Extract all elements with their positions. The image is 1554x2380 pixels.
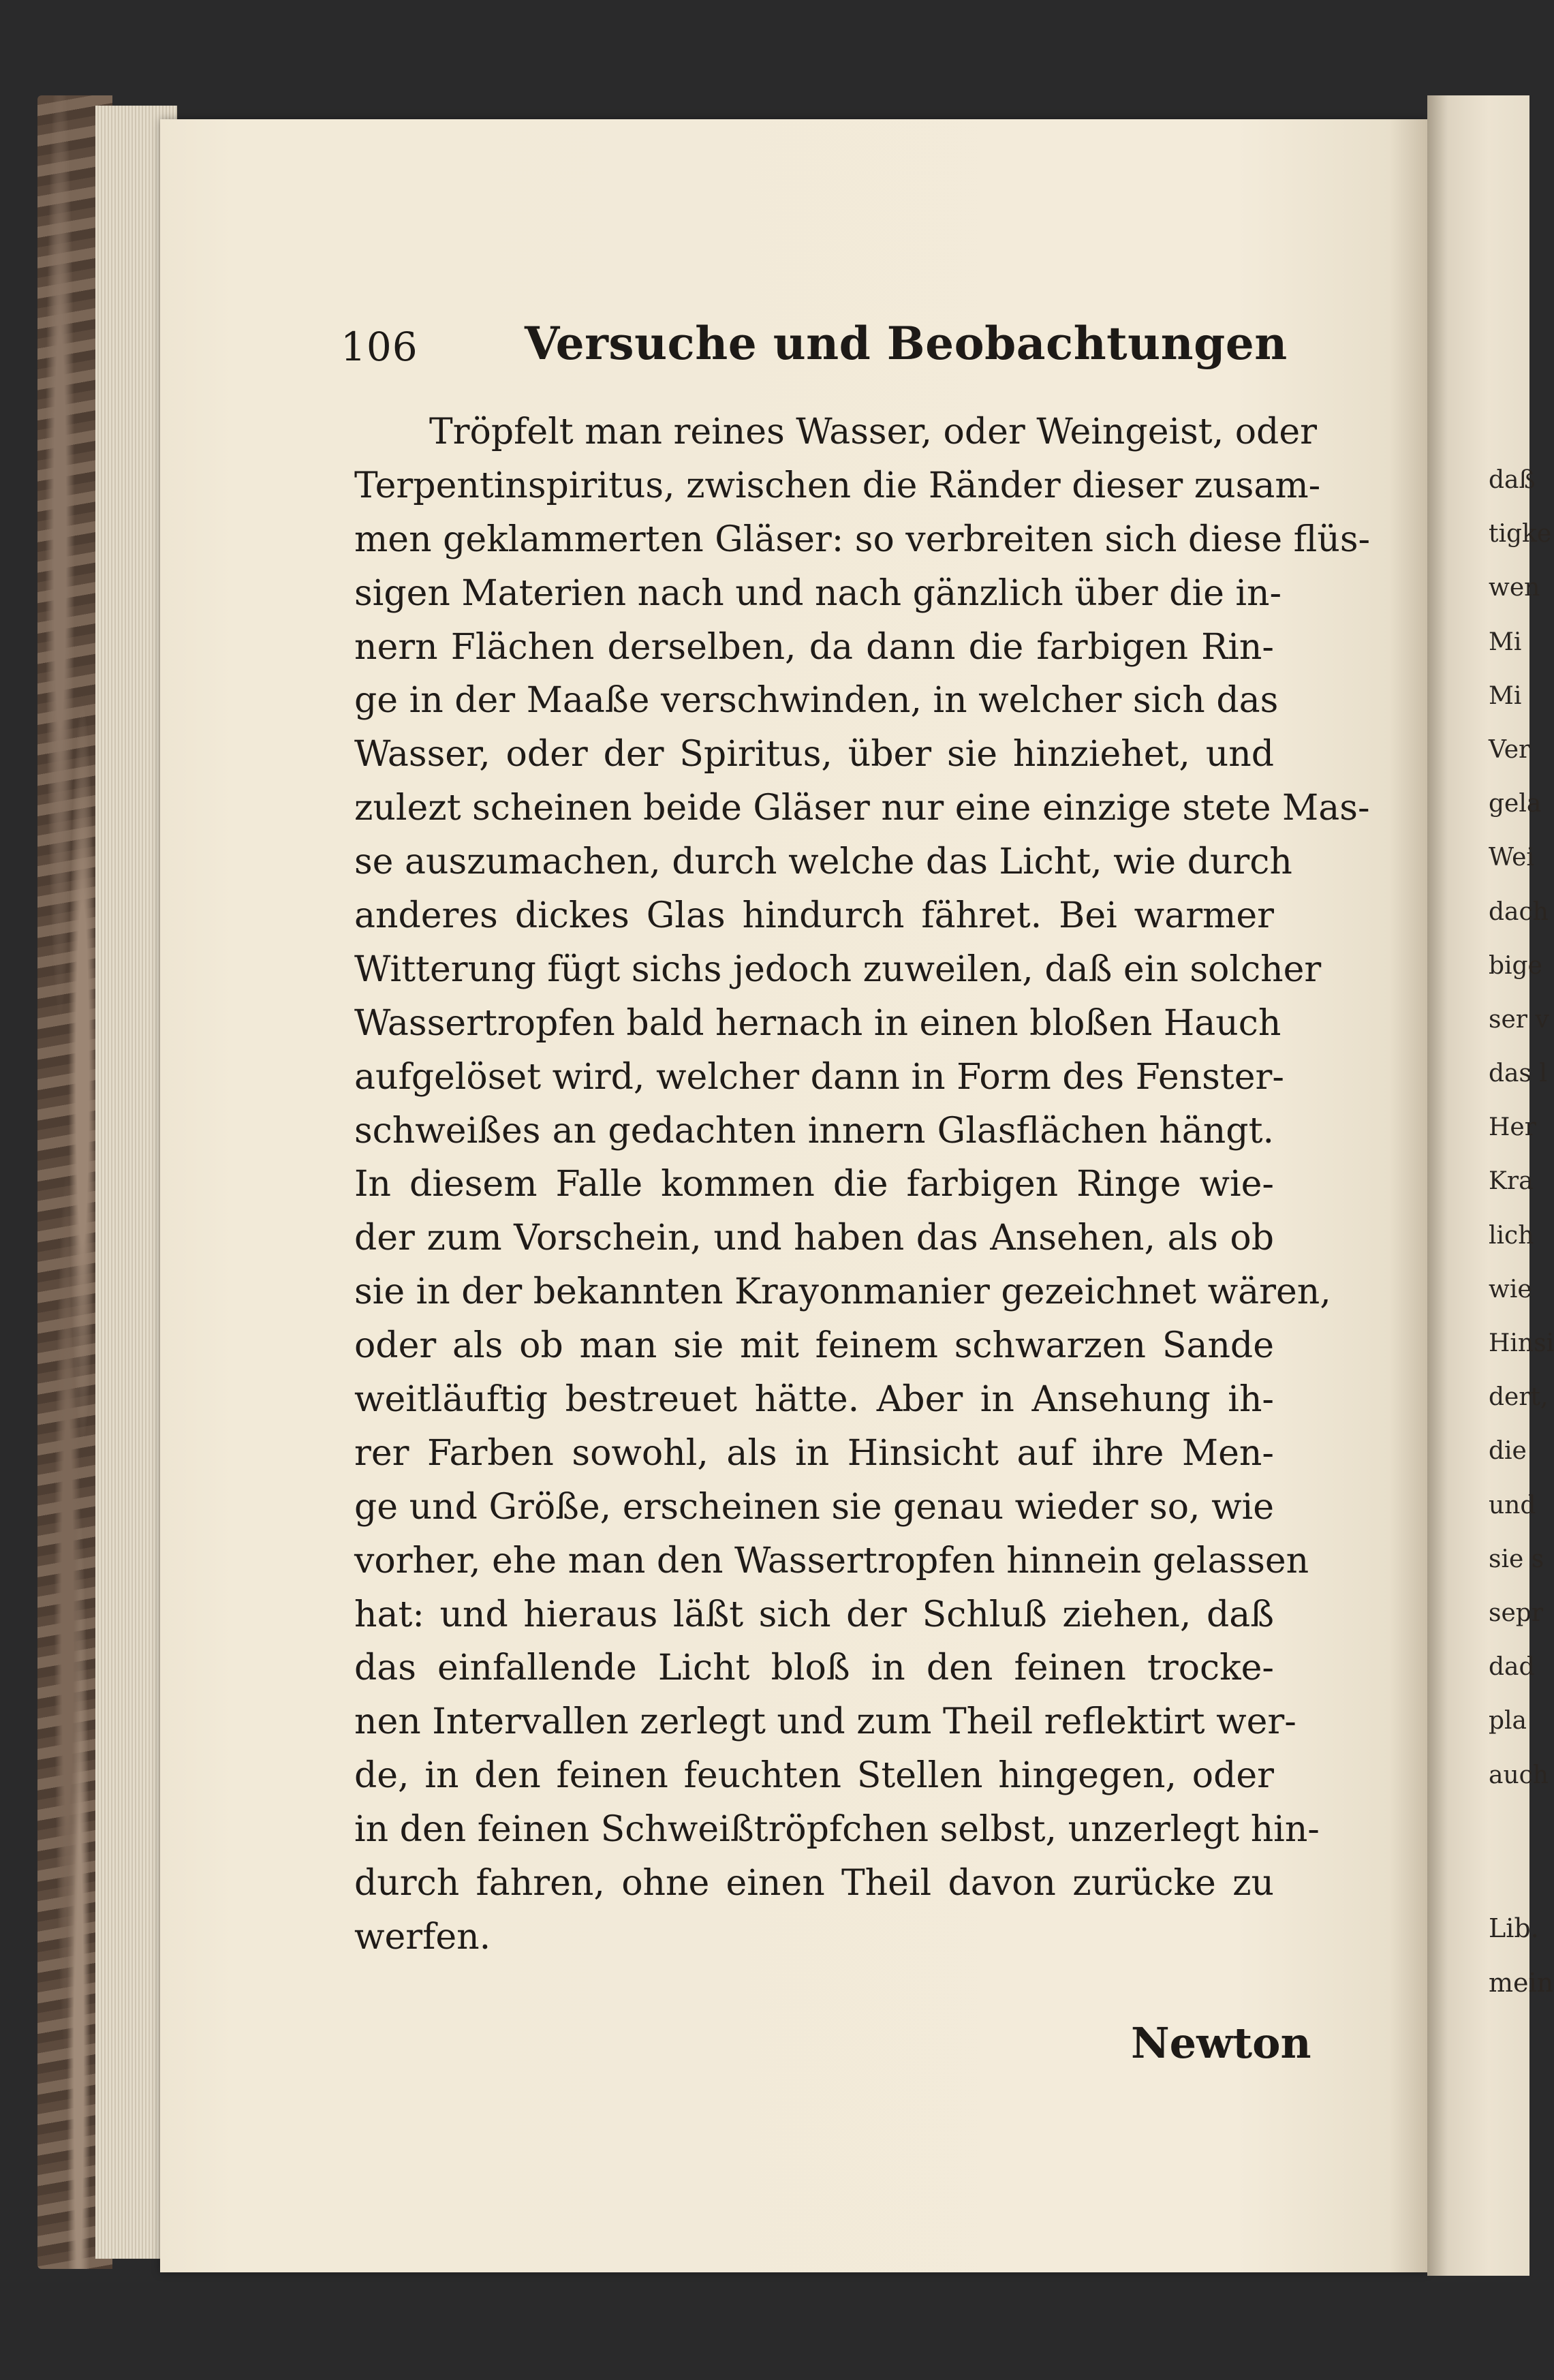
text-line: das einfallende Licht bloß in den feinen trocke- bbox=[354, 1648, 1274, 1689]
body-paragraph bbox=[354, 405, 1371, 1964]
facing-page-text bbox=[1489, 453, 1554, 1802]
text-line: oder als ob man sie mit feinem schwarzen Sande bbox=[354, 1325, 1274, 1367]
text-line: se auszumachen, durch welche das Licht, wie durch bbox=[354, 841, 1292, 883]
facing-line: tigke bbox=[1489, 520, 1552, 548]
text-line: anderes dickes Glas hindurch fähret. Bei warmer bbox=[354, 895, 1274, 937]
text-line: rer Farben sowohl, als in Hinsicht auf ihre Men- bbox=[354, 1432, 1274, 1474]
facing-line: sepr bbox=[1489, 1598, 1544, 1627]
facing-line: bige bbox=[1489, 951, 1542, 980]
facing-line: Ver bbox=[1489, 735, 1531, 764]
facing-line: Hinsi bbox=[1489, 1329, 1554, 1357]
facing-line: wie bbox=[1489, 1275, 1532, 1303]
facing-line: wen bbox=[1489, 574, 1540, 602]
text-line: de, in den feinen feuchten Stellen hingegen, oder bbox=[354, 1755, 1274, 1797]
text-line: werfen. bbox=[354, 1916, 491, 1958]
text-line: ge in der Maaße verschwinden, in welcher sich das bbox=[354, 680, 1279, 722]
page-number: 106 bbox=[341, 324, 418, 370]
text-line: in den feinen Schweißtröpfchen selbst, unzerlegt hin- bbox=[354, 1809, 1320, 1851]
facing-line: und bbox=[1489, 1491, 1536, 1519]
running-head: Versuche und Beobachtungen bbox=[525, 317, 1288, 370]
facing-page-footnote bbox=[1489, 1901, 1553, 2010]
facing-line: die bbox=[1489, 1437, 1527, 1466]
facing-line: Kra bbox=[1489, 1167, 1534, 1196]
text-line: Witterung fügt sichs jedoch zuweilen, daß ein solcher bbox=[354, 948, 1322, 990]
facing-line: lich bbox=[1489, 1221, 1534, 1250]
facing-line: dad bbox=[1489, 1653, 1535, 1682]
text-line: sigen Materien nach und nach gänzlich über die in- bbox=[354, 572, 1282, 614]
facing-line: Wei bbox=[1489, 844, 1534, 872]
page-header bbox=[341, 310, 1294, 385]
text-line: Wassertropfen bald hernach in einen bloßen Hauch bbox=[354, 1002, 1281, 1044]
facing-line: ser v bbox=[1489, 1005, 1549, 1034]
facing-line: Her bbox=[1489, 1113, 1536, 1142]
text-line: nen Intervallen zerlegt und zum Theil reflektirt wer- bbox=[354, 1701, 1296, 1743]
facing-line: mein bbox=[1489, 1968, 1554, 1998]
facing-line: Lib. bbox=[1489, 1913, 1539, 1943]
text-line: In diesem Falle kommen die farbigen Ringe wie- bbox=[354, 1164, 1274, 1205]
text-line: zulezt scheinen beide Gläser nur eine einzige stete Mas- bbox=[354, 788, 1370, 829]
facing-line: Mi bbox=[1489, 681, 1522, 710]
text-line: weitläuftig bestreuet hätte. Aber in Ansehung ih- bbox=[354, 1379, 1274, 1421]
facing-line: pla bbox=[1489, 1707, 1527, 1735]
facing-line: dert, bbox=[1489, 1383, 1549, 1412]
text-line: aufgelöset wird, welcher dann in Form des Fenster- bbox=[354, 1056, 1284, 1098]
text-line: Tröpfelt man reines Wasser, oder Weingeist, oder bbox=[429, 412, 1317, 452]
facing-line: gela bbox=[1489, 790, 1542, 818]
text-line: Terpentinspiritus, zwischen die Ränder dieser zusam- bbox=[354, 465, 1321, 506]
facing-line: sie s bbox=[1489, 1545, 1544, 1573]
text-line: hat: und hieraus läßt sich der Schluß ziehen, daß bbox=[354, 1594, 1274, 1635]
text-line: vorher, ehe man den Wassertropfen hinnein gelassen bbox=[354, 1540, 1309, 1581]
text-line: sie in der bekannten Krayonmanier gezeichnet wären, bbox=[354, 1271, 1331, 1313]
text-line: durch fahren, ohne einen Theil davon zurücke zu bbox=[354, 1863, 1274, 1904]
facing-line: dach bbox=[1489, 897, 1549, 926]
catchword: Newton bbox=[1131, 2018, 1311, 2068]
facing-line: auch bbox=[1489, 1761, 1549, 1789]
text-line: men geklammerten Gläser: so verbreiten sich diese flüs- bbox=[354, 519, 1371, 560]
text-line: der zum Vorschein, und haben das Ansehen, als ob bbox=[354, 1218, 1274, 1259]
facing-line: Mi bbox=[1489, 628, 1522, 656]
text-line: nern Flächen derselben, da dann die farbigen Rin- bbox=[354, 626, 1274, 668]
text-line: schweißes an gedachten innern Glasflächen hängt. bbox=[354, 1110, 1274, 1152]
text-line: Wasser, oder der Spiritus, über sie hinziehet, und bbox=[354, 734, 1274, 775]
facing-line: daß bbox=[1489, 466, 1536, 494]
facing-line: das l bbox=[1489, 1060, 1547, 1088]
text-line: ge und Größe, erscheinen sie genau wieder so, wie bbox=[354, 1486, 1274, 1528]
